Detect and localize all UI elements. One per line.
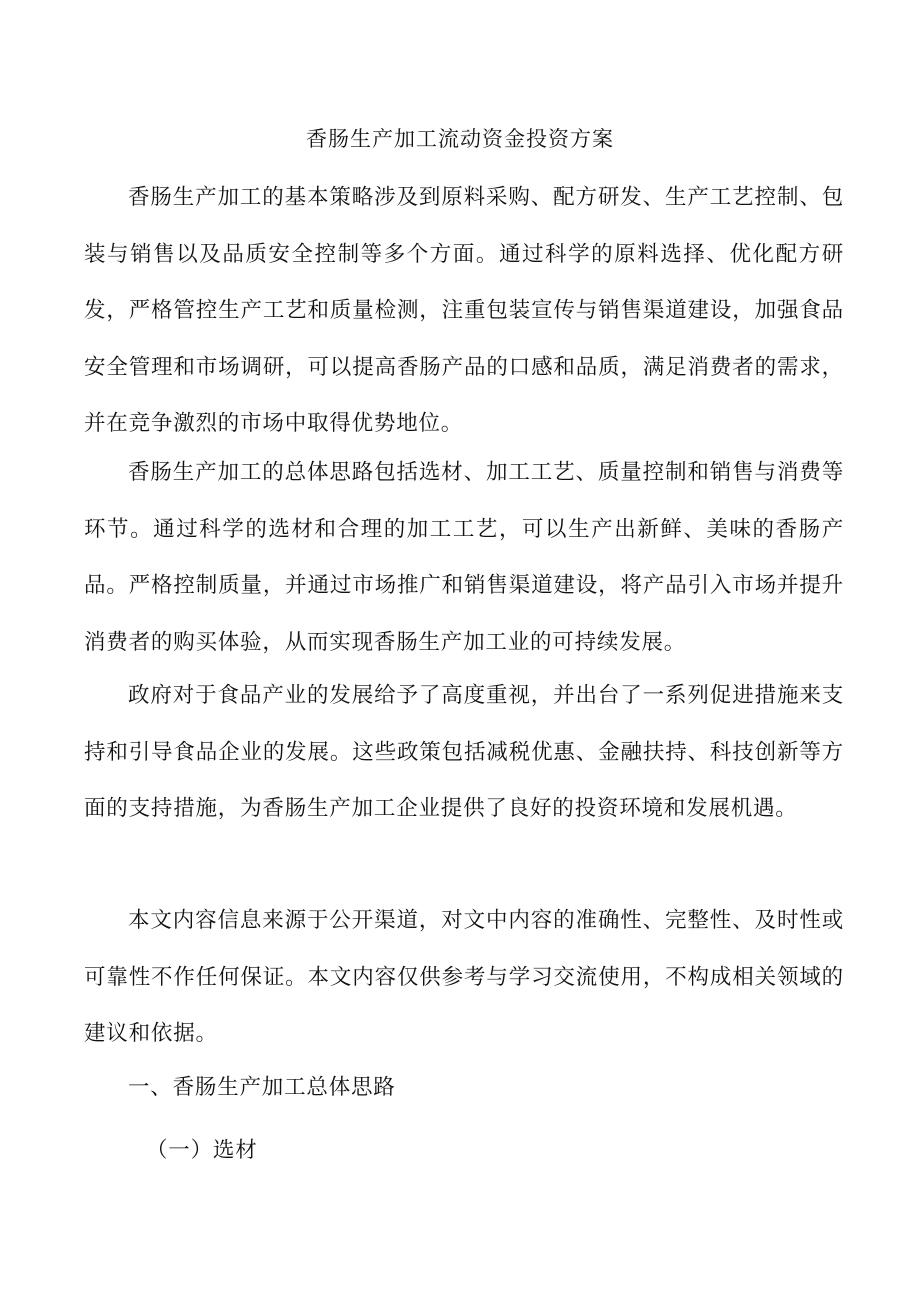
paragraph-government-policy: 政府对于食品产业的发展给予了高度重视，并出台了一系列促进措施来支持和引导食品企业的发展。这些政策包括减税优惠、金融扶持、科技创新等方面的支持措施，为香肠生产加工企业提供了良好的投资环境和发展机遇。: [84, 683, 844, 821]
section-heading: 一、香肠生产加工总体思路: [128, 1075, 396, 1100]
document-title: 香肠生产加工流动资金投资方案: [306, 127, 614, 151]
paragraph-disclaimer: 本文内容信息来源于公开渠道，对文中内容的准确性、完整性、及时性或可靠性不作任何保证。本文内容仅供参考与学习交流使用，不构成相关领域的建议和依据。: [84, 908, 844, 1046]
subsection-heading: （一）选材: [146, 1138, 258, 1163]
paragraph-strategy: 香肠生产加工的基本策略涉及到原料采购、配方研发、生产工艺控制、包装与销售以及品质安全控制等多个方面。通过科学的原料选择、优化配方研发，严格管控生产工艺和质量检测，注重包装宣传与销售渠道建设，加强食品安全管理和市场调研，可以提高香肠产品的口感和品质，满足消费者的需求，并在竞争激烈的市场中取得优势地位。: [84, 185, 844, 436]
paragraph-overall-approach: 香肠生产加工的总体思路包括选材、加工工艺、质量控制和销售与消费等环节。通过科学的选材和合理的加工工艺，可以生产出新鲜、美味的香肠产品。严格控制质量，并通过市场推广和销售渠道建设，将产品引入市场并提升消费者的购买体验，从而实现香肠生产加工业的可持续发展。: [84, 460, 844, 655]
